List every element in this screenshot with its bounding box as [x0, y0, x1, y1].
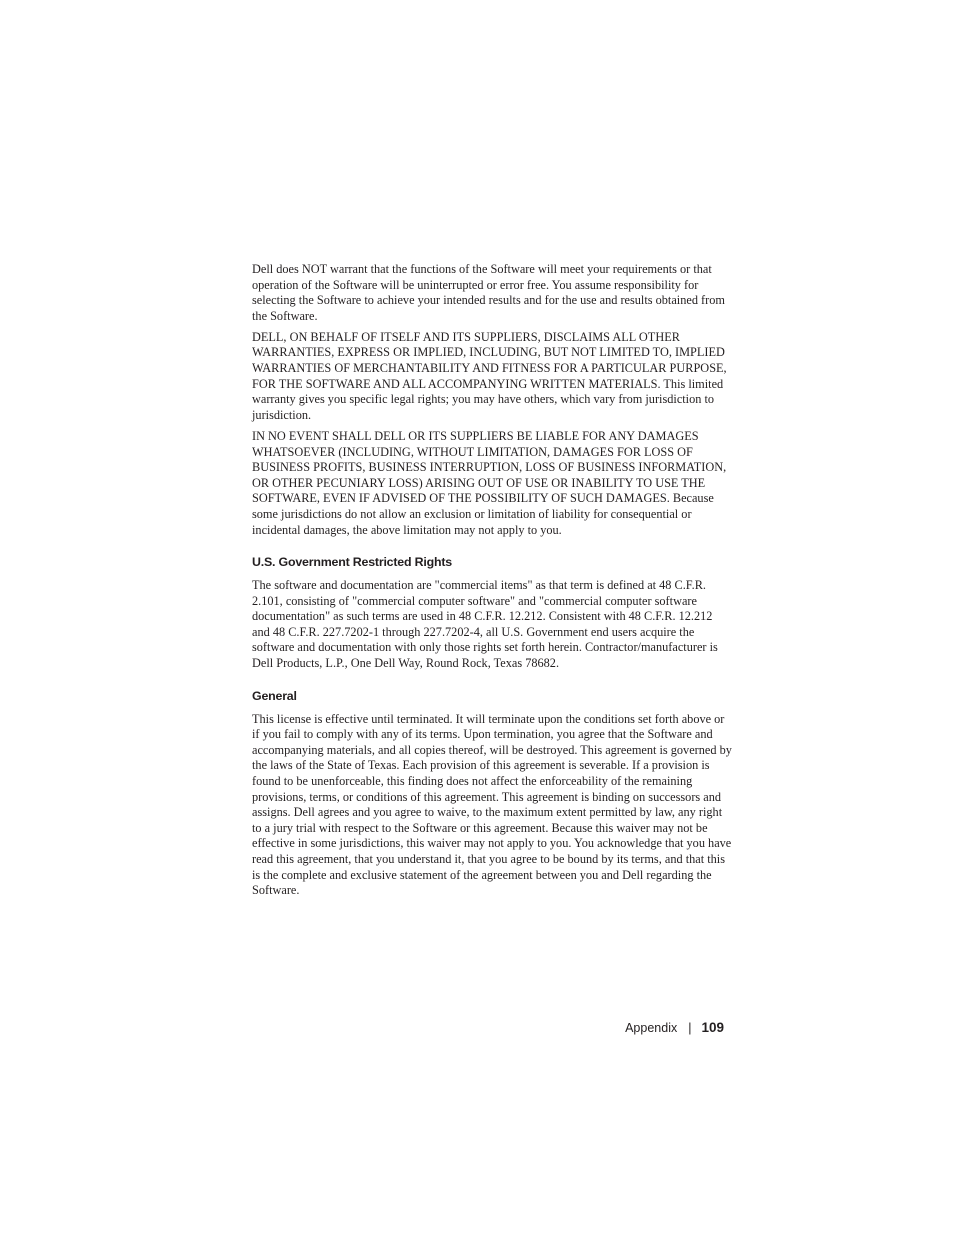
document-body: [252, 262, 732, 899]
page-number: 109: [701, 1020, 724, 1035]
general-heading: General: [252, 688, 297, 703]
government-rights-heading: U.S. Government Restricted Rights: [252, 555, 452, 570]
disclaimer-paragraph: DELL, ON BEHALF OF ITSELF AND ITS SUPPLIERS, DISCLAIMS ALL OTHER WARRANTIES, EXPRESS OR IMPLIED, INCLUDING, BUT NOT LIMITED TO, IMPLIED WARRANTIES OF MERCHANTABILITY AND FITNESS FOR A PARTICULAR PURPOSE, FOR THE SOFTWARE AND ALL ACCOMPANYING WRITTEN MATERIALS. This limited warranty gives you specific legal rights; you may have others, which vary from jurisdiction to jurisdiction.: [252, 329, 727, 422]
footer-separator: |: [688, 1021, 692, 1035]
page-footer: [625, 1020, 724, 1036]
warranty-paragraph: Dell does NOT warrant that the functions of the Software will meet your requirements or that operation of the Software will be uninterrupted or error free. You assume responsibility for selecting the Software to achieve your intended results and for the use and results obtained from the Software.: [252, 262, 725, 323]
general-paragraph: This license is effective until terminated. It will terminate upon the conditions set forth above or if you fail to comply with any of its terms. Upon termination, you agree that the Software and accompanying materials, and all copies thereof, will be destroyed. This agreement is governed by the laws of the State of Texas. Each provision of this agreement is severable. If a provision is found to be unenforceable, this finding does not affect the enforceability of the remaining provisions, terms, or conditions of this agreement. This agreement is binding on successors and assigns. Dell agrees and you agree to waive, to the maximum extent permitted by law, any right to a jury trial with respect to the Software or this agreement. Because this waiver may not be effective in some jurisdictions, this waiver may not apply to you. You acknowledge that you have read this agreement, that you understand it, that you agree to be bound by its terms, and that this is the complete and exclusive statement of the agreement between you and Dell regarding the Software.: [252, 711, 732, 898]
liability-paragraph: IN NO EVENT SHALL DELL OR ITS SUPPLIERS BE LIABLE FOR ANY DAMAGES WHATSOEVER (INCLUDING, WITHOUT LIMITATION, DAMAGES FOR LOSS OF BUSINESS PROFITS, BUSINESS INTERRUPTION, LOSS OF BUSINESS INFORMATION, OR OTHER PECUNIARY LOSS) ARISING OUT OF USE OR INABILITY TO USE THE SOFTWARE, EVEN IF ADVISED OF THE POSSIBILITY OF SUCH DAMAGES. Because some jurisdictions do not allow an exclusion or limitation of liability for consequential or incidental damages, the above limitation may not apply to you.: [252, 428, 727, 537]
government-rights-paragraph: The software and documentation are "commercial items" as that term is defined at 48 C.F.R. 2.101, consisting of "commercial computer software" and "commercial computer software documentation" as such terms are used in 48 C.F.R. 12.212. Consistent with 48 C.F.R. 12.212 and 48 C.F.R. 227.7202-1 through 227.7202-4, all U.S. Government end users acquire the software and documentation with only those rights set forth herein. Contractor/manufacturer is Dell Products, L.P., One Dell Way, Round Rock, Texas 78682.: [252, 578, 718, 671]
footer-section-name: Appendix: [625, 1021, 678, 1035]
